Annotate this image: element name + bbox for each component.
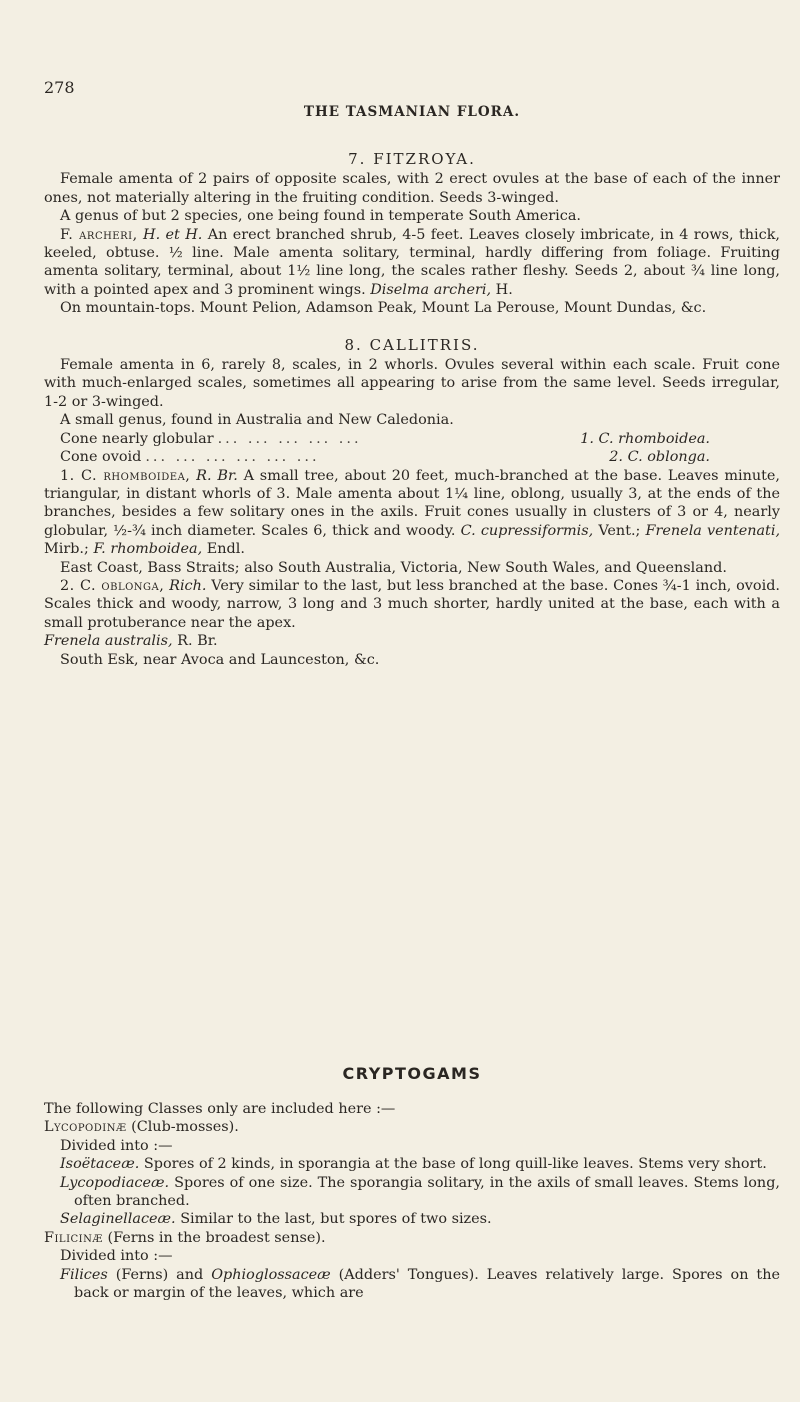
- callitris-species-1: [44, 467, 780, 559]
- class-filicinae: [44, 1229, 780, 1247]
- order-filices-ophioglossaceae: [44, 1266, 780, 1303]
- order-name: Selaginellaceæ.: [60, 1211, 176, 1228]
- synonym-authority: Vent.;: [598, 522, 641, 539]
- fitzroya-habitat: On mountain-tops. Mount Pelion, Adamson Peak, Mount La Perouse, Mount Dundas, &c.: [60, 300, 707, 317]
- species-description: An erect branched shrub, 4-5 feet. Leaves closely imbricate, in 4 rows, thick, keeled, obtuse. ½ line. Male amenta solitary, terminal, hardly differing from foliage. Fruiting amenta solitary, terminal, about 1½ line long, the scales rather fleshy. Seeds 2, about ¾ line long, with a pointed apex and 3 prominent wings.: [44, 226, 781, 298]
- order-isoetaceae: [44, 1155, 780, 1173]
- class-lycopodinae: [44, 1118, 780, 1136]
- order-common-name: (Ferns) and: [115, 1266, 204, 1283]
- species-authority: Rich.: [169, 577, 207, 594]
- order-name: Lycopodiaceæ.: [60, 1174, 170, 1191]
- divided-into: Divided into :—: [60, 1137, 173, 1154]
- cryptogams-intro: The following Classes only are included here :—: [44, 1101, 396, 1117]
- order-description: (Adders' Tongues). Leaves relatively large. Spores on the back or margin of the leaves, which are: [74, 1266, 780, 1302]
- section-heading-fitzroya: 7. FITZROYA.: [348, 150, 476, 168]
- cryptogams-heading: CRYPTOGAMS: [342, 1064, 482, 1083]
- species-name: 2. C. oblonga,: [60, 577, 165, 594]
- order-lycopodiaceae: [44, 1174, 780, 1211]
- key-leader: ... ... ... ... ... ...: [145, 449, 320, 466]
- key-leader: ... ... ... ... ...: [217, 430, 362, 447]
- order-description: Similar to the last, but spores of two sizes.: [180, 1211, 492, 1228]
- synonym-authority: H.: [495, 281, 513, 298]
- synonym-name: C. cupressiformis,: [460, 522, 594, 539]
- class-name: Filicinæ: [44, 1229, 103, 1246]
- species-name: 1. C. rhomboidea,: [60, 467, 191, 484]
- fitzroya-description: Female amenta of 2 pairs of opposite scales, with 2 erect ovules at the base of each of the inner ones, not materially altering in the fruiting condition. Seeds 3-winged.: [44, 171, 780, 206]
- page-number: 278: [44, 78, 75, 97]
- order-name: Isoëtaceæ.: [60, 1156, 140, 1173]
- callitris-species-2-habitat: South Esk, near Avoca and Launceston, &c.: [60, 651, 380, 668]
- species-authority: H. et H.: [143, 226, 203, 243]
- fitzroya-genus-note: A genus of but 2 species, one being found in temperate South America.: [60, 208, 581, 225]
- cryptogams-text: [44, 1100, 780, 1302]
- key-row: [44, 430, 780, 448]
- synonym-authority: Endl.: [206, 541, 245, 558]
- running-title: THE TASMANIAN FLORA.: [303, 104, 521, 120]
- synonym-name: Diselma archeri,: [370, 281, 492, 298]
- species-description: A small tree, about 20 feet, much-branched at the base. Leaves minute, triangular, in distant whorls of 3. Male amenta about 1¼ line, oblong, usually 3, at the ends of the branches, besides a few solitary ones in the axils. Fruit cones usually in clusters of 3 or 4, nearly globular, ½-¾ inch diameter. Scales 6, thick and woody.: [44, 467, 780, 539]
- divided-into: Divided into :—: [60, 1248, 173, 1265]
- section-heading-callitris: 8. CALLITRIS.: [344, 335, 480, 354]
- key-result: 2. C. oblonga.: [609, 449, 710, 466]
- synonym-authority: R. Br.: [177, 633, 218, 650]
- callitris-species-2: [44, 577, 780, 651]
- order-name: Filices: [60, 1266, 108, 1283]
- synonym-name: F. rhomboidea,: [93, 541, 203, 558]
- class-common-name: (Ferns in the broadest sense).: [107, 1229, 326, 1246]
- order-description: Spores of 2 kinds, in sporangia at the base of long quill-like leaves. Stems very short.: [143, 1156, 767, 1173]
- species-authority: R. Br.: [196, 467, 238, 484]
- key-label: Cone ovoid: [60, 449, 142, 466]
- main-text: [44, 150, 780, 669]
- order-name: Ophioglossaceæ: [211, 1266, 331, 1283]
- key-label: Cone nearly globular: [60, 430, 214, 447]
- order-selaginellaceae: [44, 1210, 780, 1228]
- species-description: Very similar to the last, but less branched at the base. Cones ¾-1 inch, ovoid. Scales thick and woody, narrow, 3 long and 3 much shorter, hardly united at the base, each with a small protuberance near the apex.: [44, 577, 780, 631]
- key-result: 1. C. rhomboidea.: [580, 430, 710, 447]
- species-name: F. archeri,: [60, 226, 138, 243]
- synonym-name: Frenela ventenati,: [645, 522, 781, 539]
- class-common-name: (Club-mosses).: [131, 1119, 239, 1136]
- page-header: [44, 78, 780, 128]
- callitris-genus-note: A small genus, found in Australia and New Caledonia.: [60, 412, 454, 429]
- fitzroya-species-entry: [44, 226, 780, 300]
- class-name: Lycopodinæ: [44, 1119, 127, 1136]
- synonym-authority: Mirb.;: [44, 541, 89, 558]
- key-row: [44, 448, 780, 466]
- callitris-description: Female amenta in 6, rarely 8, scales, in 2 whorls. Ovules several within each scale. Fruit cone with much-enlarged scales, sometimes all appearing to arise from the same level. Seeds irregular, 1-2 or 3-winged.: [44, 357, 780, 410]
- synonym-name: Frenela australis,: [44, 633, 173, 650]
- order-description: Spores of one size. The sporangia solitary, in the axils of small leaves. Stems long, often branched.: [74, 1174, 780, 1210]
- callitris-species-1-habitat: East Coast, Bass Straits; also South Australia, Victoria, New South Wales, and Queensland.: [60, 559, 727, 576]
